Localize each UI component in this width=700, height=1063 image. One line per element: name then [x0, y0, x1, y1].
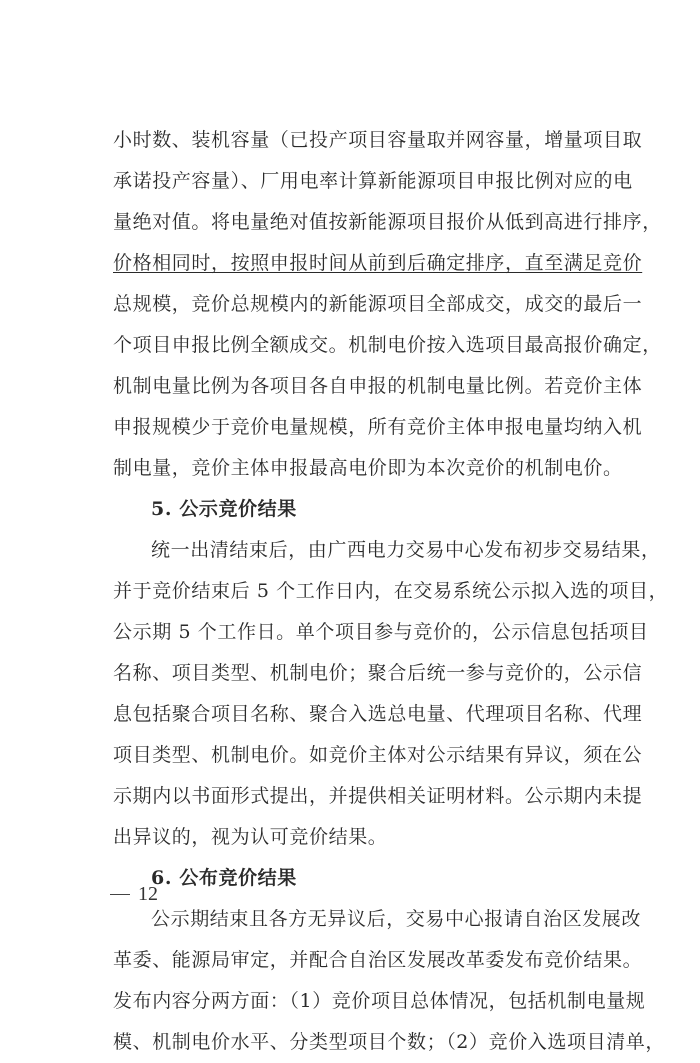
- paragraph-line: 出异议的，视为认可竞价结果。: [113, 826, 388, 848]
- underlined-line: 价格相同时，按照申报时间从前到后确定排序，直至满足竞价: [113, 252, 643, 274]
- paragraph-line: 申报规模少于竞价电量规模，所有竞价主体申报电量均纳入机: [113, 416, 643, 438]
- paragraph-line: 息包括聚合项目名称、聚合入选总电量、代理项目名称、代理: [113, 703, 643, 725]
- paragraph-line: 量绝对值。将电量绝对值按新能源项目报价从低到高进行排序，: [113, 211, 662, 233]
- paragraph-line: 小时数、装机容量（已投产项目容量取并网容量，增量项目取: [113, 129, 643, 151]
- paragraph-line: 发布内容分两方面：（1）竞价项目总体情况，包括机制电量规: [113, 990, 646, 1012]
- paragraph-line: 名称、项目类型、机制电价；聚合后统一参与竞价的，公示信: [113, 662, 643, 684]
- paragraph-line: 公示期 5 个工作日。单个项目参与竞价的，公示信息包括项目: [113, 621, 649, 643]
- paragraph-line: 总规模，竞价总规模内的新能源项目全部成交，成交的最后一: [113, 293, 643, 315]
- paragraph-line: 示期内以书面形式提出，并提供相关证明材料。公示期内未提: [113, 785, 643, 807]
- document-body: [113, 120, 669, 1063]
- section-heading-6: 6. 公布竞价结果: [151, 867, 297, 889]
- page-number-dash: [110, 894, 130, 895]
- paragraph-line: 模、机制电价水平、分类型项目个数；（2）竞价入选项目清单，: [113, 1031, 665, 1053]
- paragraph-first-line: 统一出清结束后，由广西电力交易中心发布初步交易结果，: [151, 539, 661, 561]
- paragraph-line: 革委、能源局审定，并配合自治区发展改革委发布竞价结果。: [113, 949, 643, 971]
- paragraph-line: 机制电量比例为各项目各自申报的机制电量比例。若竞价主体: [113, 375, 643, 397]
- paragraph-line: 个项目申报比例全额成交。机制电价按入选项目最高报价确定，: [113, 334, 662, 356]
- paragraph-line: 承诺投产容量）、厂用电率计算新能源项目申报比例对应的电: [113, 170, 633, 192]
- paragraph-line: 并于竞价结束后 5 个工作日内，在交易系统公示拟入选的项目，: [113, 580, 669, 602]
- page-footer: [110, 883, 158, 906]
- paragraph-line: 项目类型、机制电价。如竞价主体对公示结果有异议，须在公: [113, 744, 643, 766]
- paragraph-first-line: 公示期结束且各方无异议后，交易中心报请自治区发展改: [151, 908, 642, 930]
- paragraph-line: 制电量，竞价主体申报最高电价即为本次竞价的机制电价。: [113, 457, 623, 479]
- page-number: 12: [138, 883, 158, 905]
- section-heading-5: 5. 公示竞价结果: [151, 498, 297, 520]
